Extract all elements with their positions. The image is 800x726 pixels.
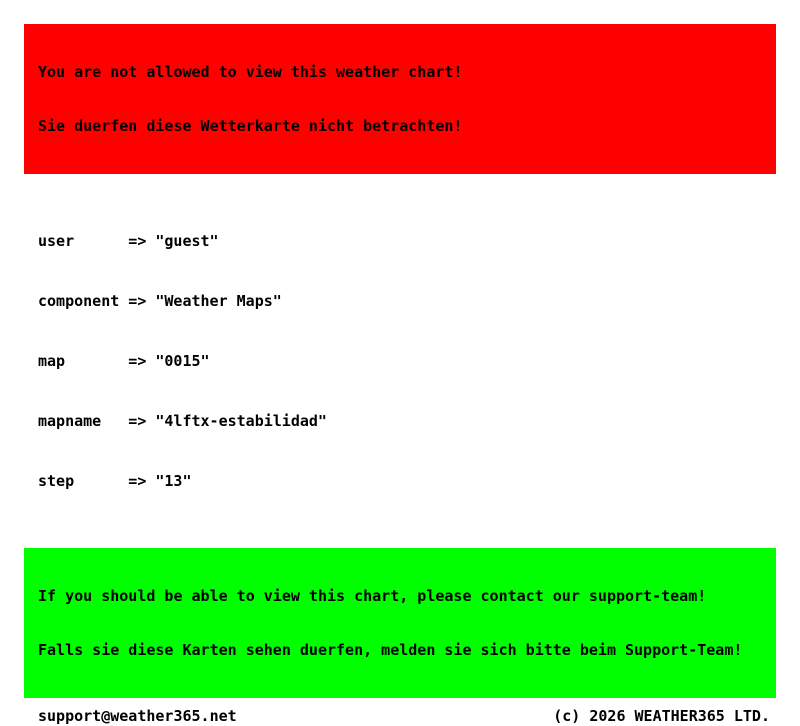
support-line-de: Falls sie diese Karten sehen duerfen, melden sie sich bitte beim Support-Team!	[38, 641, 743, 659]
param-row-mapname	[38, 411, 800, 431]
support-banner	[24, 548, 776, 698]
param-key: user	[38, 232, 75, 250]
param-row-component	[38, 291, 800, 311]
support-line-en: If you should be able to view this chart, please contact our support-team!	[38, 587, 707, 605]
copyright: (c) 2026 WEATHER365 LTD.	[553, 707, 770, 725]
param-key: map	[38, 352, 66, 370]
arrow-glyph: =>	[128, 292, 147, 310]
param-row-step	[38, 471, 800, 491]
param-key: mapname	[38, 412, 102, 430]
param-row-user	[38, 231, 800, 251]
arrow-glyph: =>	[128, 412, 147, 430]
access-denied-page	[0, 24, 800, 726]
denied-banner	[24, 24, 776, 174]
param-value: "Weather Maps"	[155, 292, 282, 310]
denied-line-de: Sie duerfen diese Wetterkarte nicht betrachten!	[38, 117, 463, 135]
param-value: "4lftx-estabilidad"	[155, 412, 327, 430]
param-value: "guest"	[155, 232, 219, 250]
denied-line-en: You are not allowed to view this weather chart!	[38, 63, 463, 81]
param-key: component	[38, 292, 120, 310]
footer	[38, 706, 770, 726]
arrow-glyph: =>	[128, 472, 147, 490]
support-email: support@weather365.net	[38, 707, 237, 725]
param-value: "13"	[155, 472, 192, 490]
arrow-glyph: =>	[128, 232, 147, 250]
param-row-map	[38, 351, 800, 371]
param-value: "0015"	[155, 352, 210, 370]
param-key: step	[38, 472, 75, 490]
request-params	[38, 191, 800, 531]
arrow-glyph: =>	[128, 352, 147, 370]
